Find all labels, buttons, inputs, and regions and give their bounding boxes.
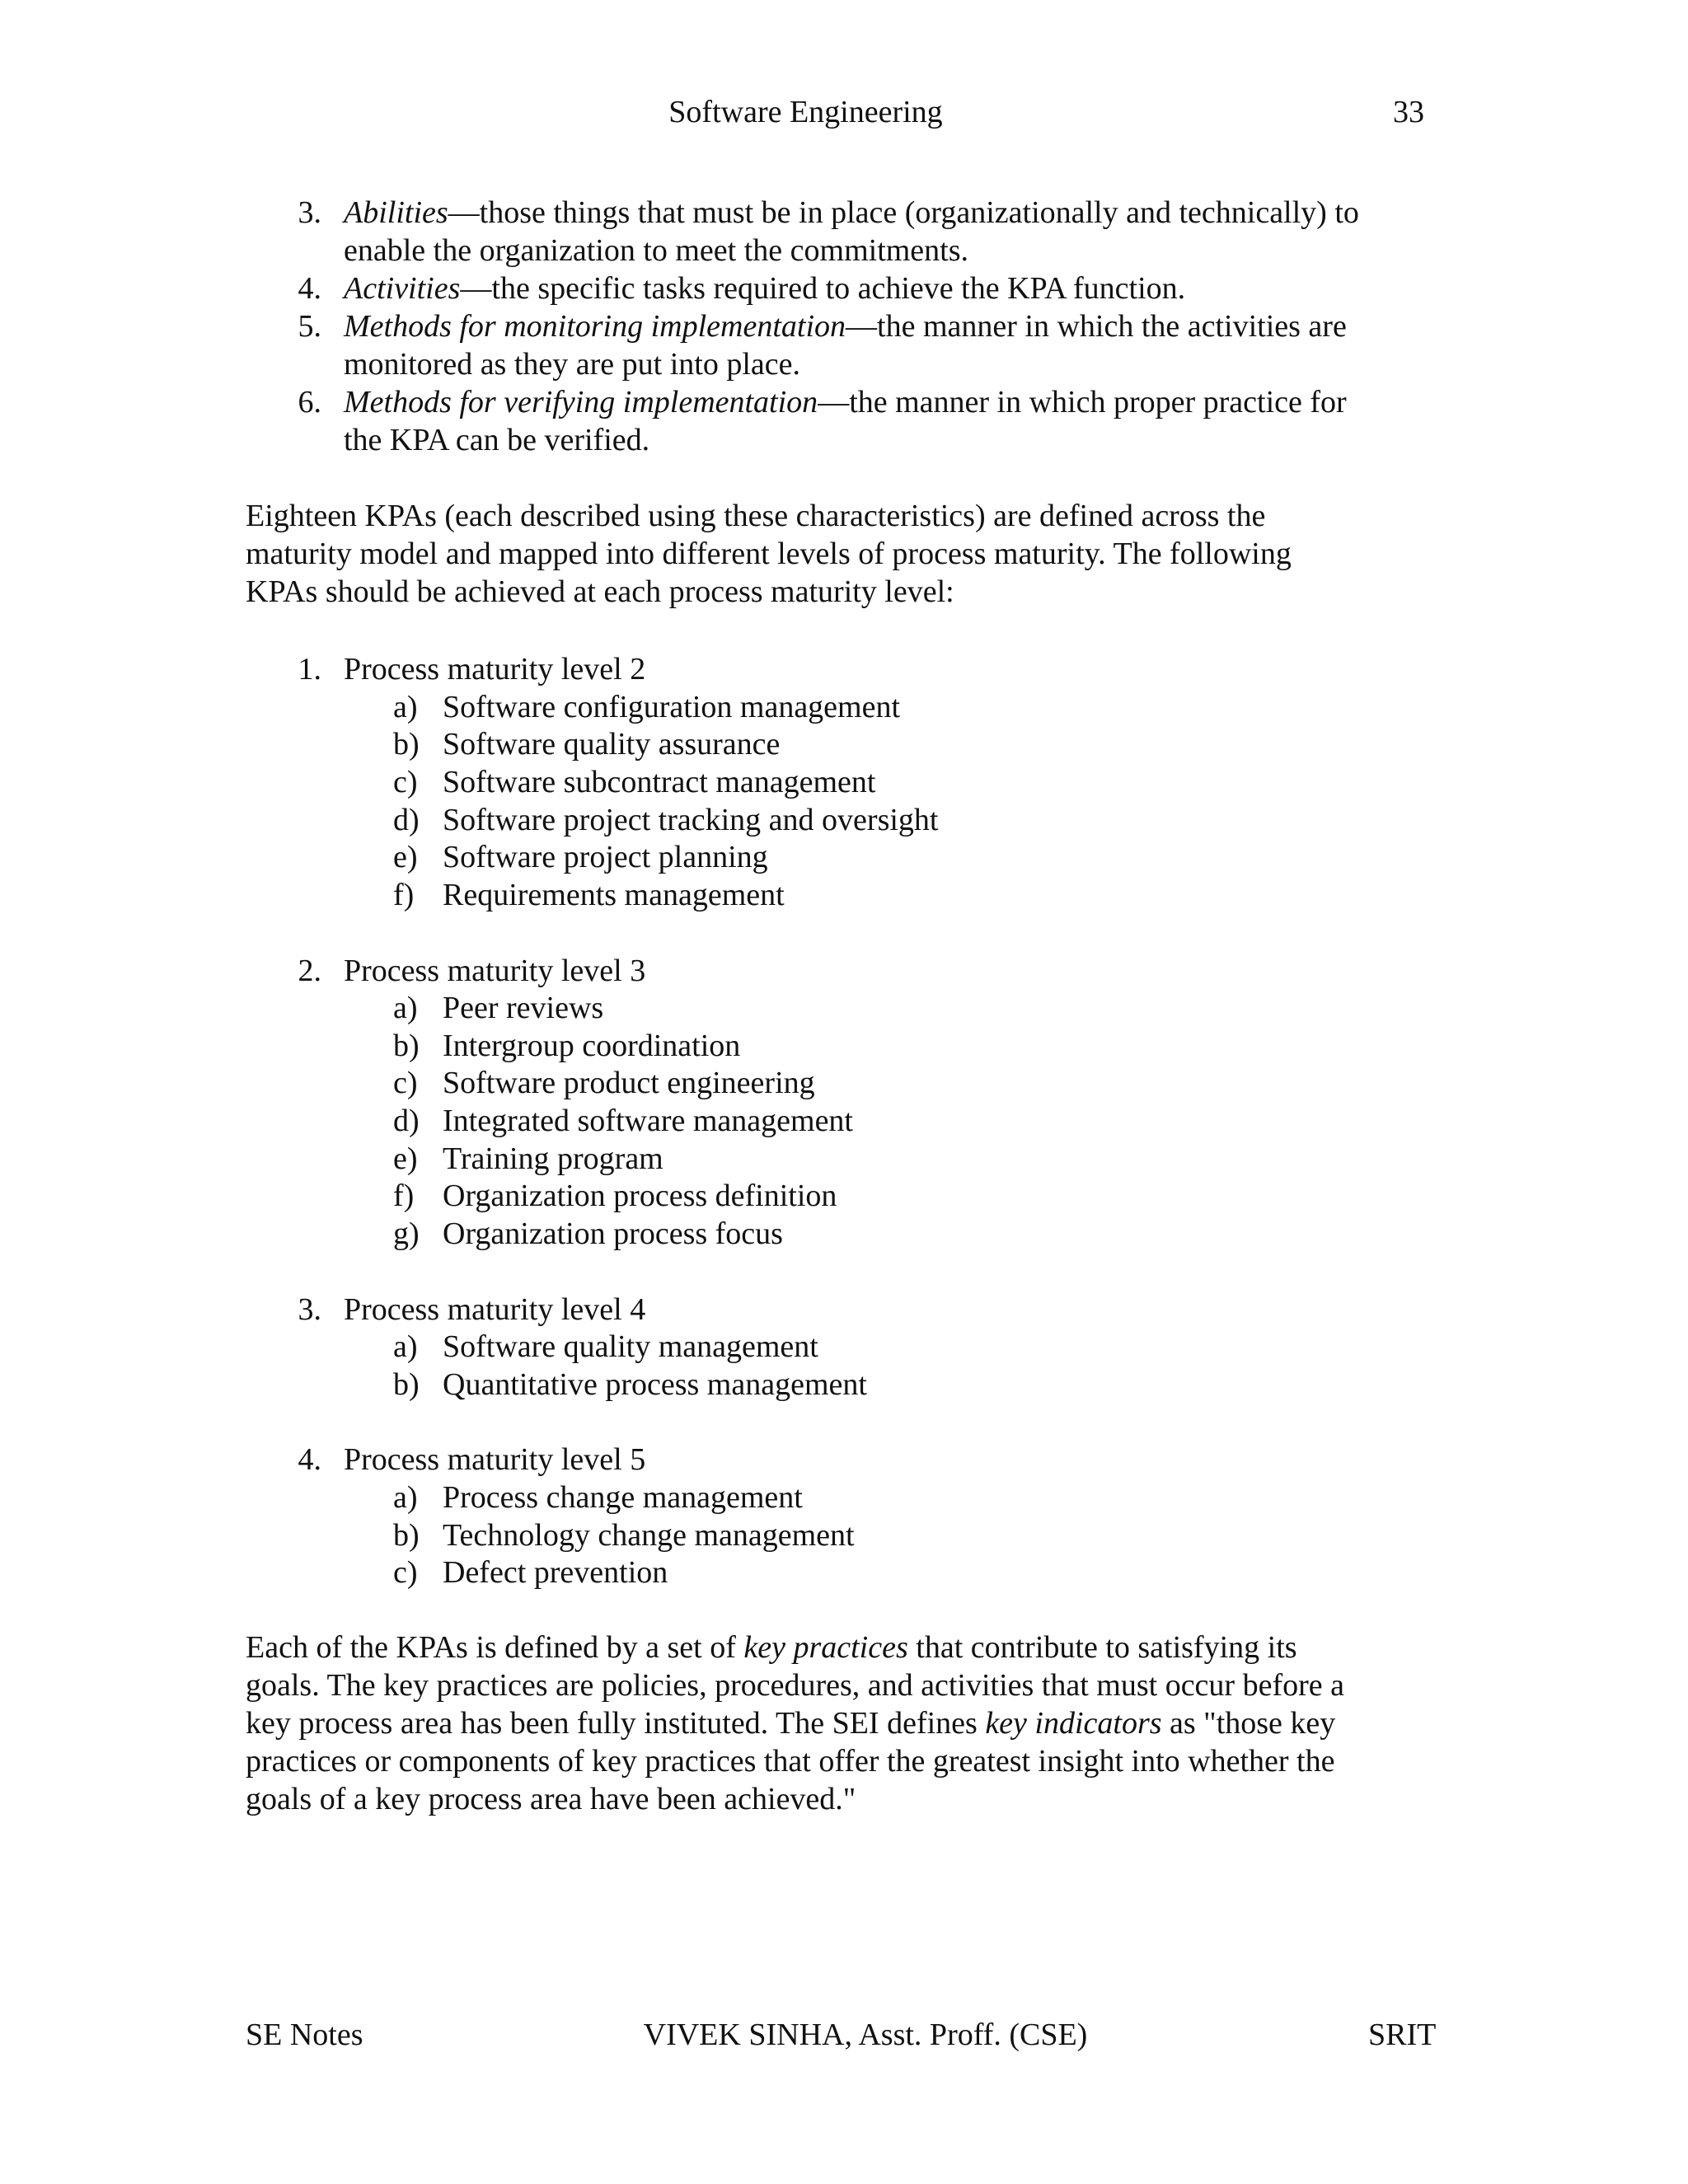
sub-item-letter: f) xyxy=(393,1179,415,1213)
sub-item-letter: a) xyxy=(393,690,418,724)
sub-item: Software quality management xyxy=(443,1329,818,1364)
sub-item: Defect prevention xyxy=(443,1555,668,1590)
paragraph-text: key process area has been fully instituted. The SEI defines xyxy=(246,1706,986,1741)
level-title: Process maturity level 3 xyxy=(344,954,646,988)
paragraph-text: that contribute to satisfying its xyxy=(907,1630,1297,1665)
sub-item-letter: b) xyxy=(393,727,420,762)
list-item-text: monitored as they are put into place. xyxy=(344,347,800,382)
sub-item-letter: b) xyxy=(393,1518,420,1553)
list-item-term: Activities xyxy=(344,271,461,306)
paragraph-text: as "those key xyxy=(1161,1706,1336,1741)
sub-item-letter: a) xyxy=(393,1329,418,1364)
sub-item: Software project tracking and oversight xyxy=(443,803,939,837)
level-number: 1. xyxy=(298,652,321,687)
level-title: Process maturity level 4 xyxy=(344,1292,646,1327)
sub-item: Intergroup coordination xyxy=(443,1029,741,1063)
sub-item: Quantitative process management xyxy=(443,1367,867,1402)
list-item-verifying xyxy=(344,383,1347,421)
sub-item-letter: b) xyxy=(393,1029,420,1063)
paragraph-emphasis: key practices xyxy=(743,1630,908,1665)
list-item-number: 4. xyxy=(298,271,321,306)
paragraph-line: maturity model and mapped into different levels of process maturity. The following xyxy=(246,537,1292,571)
list-item-text: the KPA can be verified. xyxy=(344,423,650,457)
list-item-text: —the specific tasks required to achieve the KPA function. xyxy=(460,271,1186,306)
sub-item: Organization process definition xyxy=(443,1179,837,1213)
paragraph-line: goals of a key process area have been achieved." xyxy=(246,1782,856,1816)
footer-right: SRIT xyxy=(1368,2018,1437,2052)
footer-left: SE Notes xyxy=(246,2018,363,2052)
paragraph-line: goals. The key practices are policies, procedures, and activities that must occur before a xyxy=(246,1668,1344,1703)
sub-item: Organization process focus xyxy=(443,1216,783,1251)
paragraph-line xyxy=(246,1629,1297,1666)
sub-item-letter: e) xyxy=(393,840,418,874)
sub-item: Peer reviews xyxy=(443,991,604,1025)
paragraph-text: Each of the KPAs is defined by a set of xyxy=(246,1630,744,1665)
level-title: Process maturity level 5 xyxy=(344,1442,646,1477)
list-item-term: Abilities xyxy=(344,195,448,230)
sub-item: Training program xyxy=(443,1141,663,1176)
sub-item: Technology change management xyxy=(443,1518,855,1553)
list-item-text: —the manner in which proper practice for xyxy=(818,385,1347,419)
sub-item-letter: g) xyxy=(393,1216,420,1251)
level-number: 3. xyxy=(298,1292,321,1327)
sub-item: Software configuration management xyxy=(443,690,901,724)
list-item-abilities xyxy=(344,194,1359,232)
list-item-text: —the manner in which the activities are xyxy=(846,309,1347,344)
sub-item-letter: c) xyxy=(393,1066,418,1100)
paragraph-line xyxy=(246,1704,1335,1742)
paragraph-line: practices or components of key practices that offer the greatest insight into whether the xyxy=(246,1744,1335,1779)
list-item-number: 5. xyxy=(298,309,321,344)
paragraph-line: Eighteen KPAs (each described using these characteristics) are defined across the xyxy=(246,499,1266,533)
list-item-monitoring xyxy=(344,307,1347,345)
page-number: 33 xyxy=(1393,95,1424,129)
sub-item: Software product engineering xyxy=(443,1066,815,1100)
sub-item: Software quality assurance xyxy=(443,727,781,762)
page-header-title: Software Engineering xyxy=(668,95,943,129)
list-item-number: 3. xyxy=(298,195,321,230)
list-item-text: —those things that must be in place (organizationally and technically) to xyxy=(448,195,1359,230)
sub-item-letter: e) xyxy=(393,1141,418,1176)
level-title: Process maturity level 2 xyxy=(344,652,646,687)
sub-item: Process change management xyxy=(443,1480,803,1515)
sub-item: Software project planning xyxy=(443,840,768,874)
level-number: 4. xyxy=(298,1442,321,1477)
sub-item: Integrated software management xyxy=(443,1104,853,1138)
sub-item-letter: d) xyxy=(393,803,420,837)
sub-item-letter: f) xyxy=(393,878,415,912)
list-item-activities xyxy=(344,269,1185,307)
sub-item-letter: a) xyxy=(393,991,418,1025)
list-item-term: Methods for monitoring implementation xyxy=(344,309,846,344)
sub-item-letter: a) xyxy=(393,1480,418,1515)
sub-item: Software subcontract management xyxy=(443,765,876,799)
sub-item-letter: b) xyxy=(393,1367,420,1402)
level-number: 2. xyxy=(298,954,321,988)
list-item-term: Methods for verifying implementation xyxy=(344,385,818,419)
sub-item-letter: d) xyxy=(393,1104,420,1138)
list-item-number: 6. xyxy=(298,385,321,419)
sub-item-letter: c) xyxy=(393,1555,418,1590)
paragraph-emphasis: key indicators xyxy=(985,1706,1162,1741)
list-item-text: enable the organization to meet the commitments. xyxy=(344,233,969,268)
sub-item-letter: c) xyxy=(393,765,418,799)
footer-center: VIVEK SINHA, Asst. Proff. (CSE) xyxy=(643,2018,1088,2052)
sub-item: Requirements management xyxy=(443,878,785,912)
paragraph-line: KPAs should be achieved at each process maturity level: xyxy=(246,574,954,609)
